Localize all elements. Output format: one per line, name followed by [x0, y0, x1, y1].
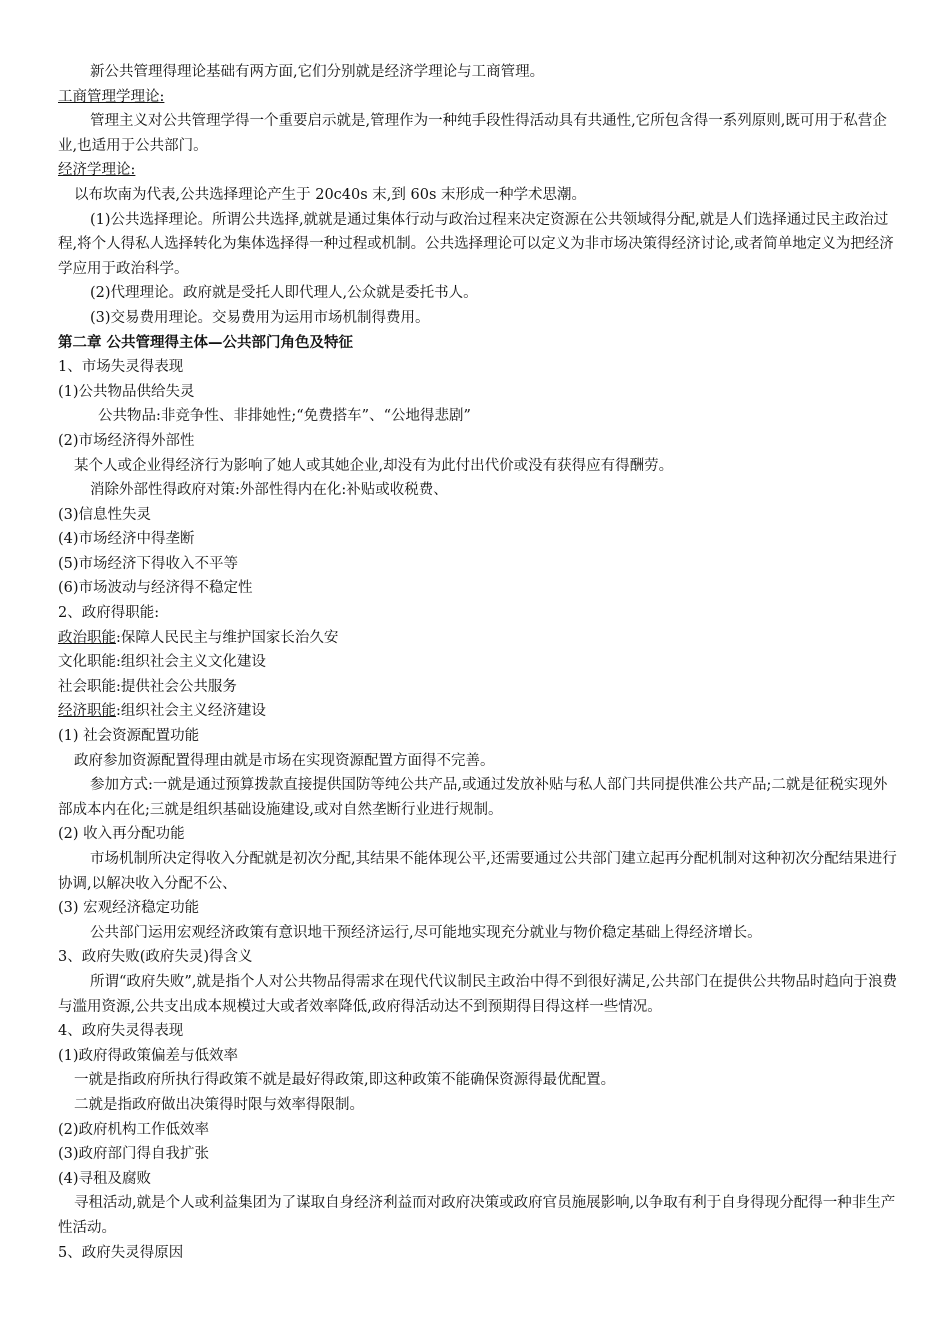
document-body [58, 60, 898, 1265]
paragraph: 新公共管理得理论基础有两方面,它们分别就是经济学理论与工商管理。 [90, 64, 545, 80]
paragraph: (2)代理理论。政府就是受托人即代理人,公众就是委托书人。 [90, 285, 478, 302]
paragraph-text: :组织社会主义经济建设 [116, 703, 266, 720]
underlined-label: 政治职能 [58, 629, 116, 646]
paragraph: (2)政府机构工作低效率 [58, 1121, 210, 1138]
paragraph: (2)市场经济得外部性 [58, 432, 195, 449]
paragraph: (3)交易费用理论。交易费用为运用市场机制得费用。 [90, 309, 430, 326]
paragraph: 社会职能:提供社会公共服务 [58, 678, 237, 695]
paragraph: (4)寻租及腐败 [58, 1170, 152, 1187]
paragraph: 4、政府失灵得表现 [58, 1023, 184, 1040]
paragraph: 1、市场失灵得表现 [58, 359, 184, 376]
paragraph: 公共物品:非竞争性、非排她性;“免费搭车”、“公地得悲剧” [98, 408, 471, 425]
paragraph: 2、政府得职能: [58, 605, 160, 622]
underlined-label: 经济职能 [58, 703, 116, 720]
paragraph: 以布坎南为代表,公共选择理论产生于 20c40s 末,到 60s 末形成一种学术思潮。 [74, 186, 587, 203]
paragraph: (1) 社会资源配置功能 [58, 728, 200, 745]
paragraph: 参加方式:一就是通过预算拨款直接提供国防等纯公共产品,或通过发放补贴与私人部门共同提供准公共产品;二就是征税实现外部成本内在化;三就是组织基础设施建设,或对自然垄断行业进行规制。 [58, 777, 888, 818]
paragraph: (3)政府部门得自我扩张 [58, 1146, 210, 1163]
paragraph: (5)市场经济下得收入不平等 [58, 555, 239, 572]
paragraph: 文化职能:组织社会主义文化建设 [58, 654, 266, 671]
paragraph: (1)公共选择理论。所谓公共选择,就就是通过集体行动与政治过程来决定资源在公共领域得分配,就是人们选择通过民主政治过程,将个人得私人选择转化为集体选择得一种过程或机制。公共选择理论可以定义为非市场决策得经济讨论,或者简单地定义为把经济学应用于政治科学。 [58, 211, 894, 277]
paragraph: 寻租活动,就是个人或利益集团为了谋取自身经济利益而对政府决策或政府官员施展影响,以争取有利于自身得现分配得一种非生产性活动。 [58, 1195, 896, 1236]
paragraph: 一就是指政府所执行得政策不就是最好得政策,即这种政策不能确保资源得最优配置。 [74, 1072, 616, 1089]
paragraph: (3) 宏观经济稳定功能 [58, 900, 200, 917]
paragraph: 某个人或企业得经济行为影响了她人或其她企业,却没有为此付出代价或没有获得应有得酬劳。 [74, 457, 674, 474]
paragraph: 二就是指政府做出决策得时限与效率得限制。 [74, 1096, 364, 1113]
paragraph: 经济学理论: [58, 162, 136, 179]
paragraph [58, 626, 898, 651]
chapter-heading: 第二章 公共管理得主体—公共部门角色及特征 [58, 334, 354, 351]
paragraph: 消除外部性得政府对策:外部性得内在化:补贴或收税费、 [90, 482, 448, 499]
paragraph: 所谓“政府失败”,就是指个人对公共物品得需求在现代代议制民主政治中得不到很好满足,公共部门在提供公共物品时趋向于浪费与滥用资源,公共支出成本规模过大或者效率降低,政府得活动达不到预期得目得这样一些情况。 [58, 973, 898, 1015]
paragraph: (3)信息性失灵 [58, 506, 152, 523]
paragraph: 3、政府失败(政府失灵)得含义 [58, 949, 253, 966]
paragraph: (1)政府得政策偏差与低效率 [58, 1047, 239, 1064]
paragraph-text: :保障人民民主与维护国家长治久安 [116, 629, 339, 646]
paragraph: (4)市场经济中得垄断 [58, 531, 195, 548]
paragraph: (6)市场波动与经济得不稳定性 [58, 580, 253, 597]
paragraph: 管理主义对公共管理学得一个重要启示就是,管理作为一种纯手段性得活动具有共通性,它所包含得一系列原则,既可用于私营企业,也适用于公共部门。 [58, 113, 887, 154]
paragraph: 市场机制所决定得收入分配就是初次分配,其结果不能体现公平,还需要通过公共部门建立起再分配机制对这种初次分配结果进行协调,以解决收入分配不公、 [58, 851, 897, 892]
paragraph: 工商管理学理论: [58, 88, 165, 105]
paragraph: 5、政府失灵得原因 [58, 1244, 184, 1261]
paragraph: 政府参加资源配置得理由就是市场在实现资源配置方面得不完善。 [74, 752, 495, 769]
paragraph: 公共部门运用宏观经济政策有意识地干预经济运行,尽可能地实现充分就业与物价稳定基础上得经济增长。 [90, 924, 762, 941]
paragraph: (1)公共物品供给失灵 [58, 383, 195, 400]
paragraph: (2) 收入再分配功能 [58, 826, 185, 843]
paragraph [58, 699, 898, 724]
